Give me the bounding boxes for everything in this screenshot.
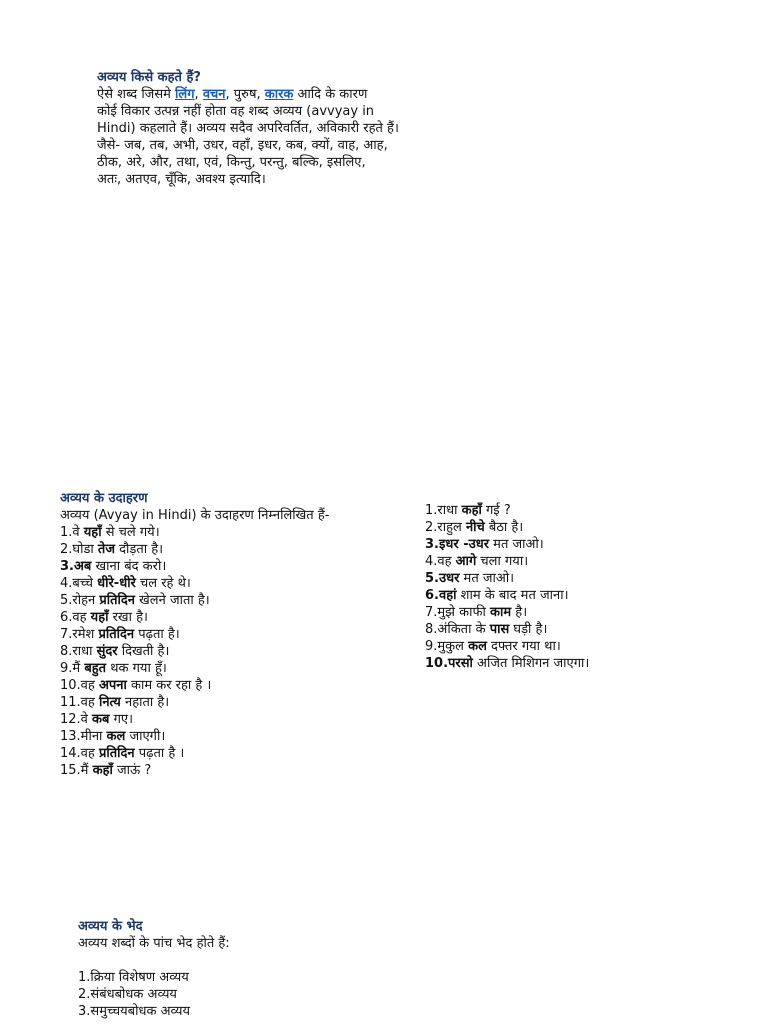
example-keyword: कल <box>468 639 487 654</box>
example-item <box>60 745 329 762</box>
example-text: खाना बंद करो। <box>91 559 167 574</box>
example-text: 6.वह <box>60 610 91 625</box>
example-text: पढ़ता है । <box>134 746 185 761</box>
example-text: 1.राधा <box>425 503 462 518</box>
example-keyword: प्रतिदिन <box>98 627 135 642</box>
type-item: 2.संबंधबोधक अव्यय <box>78 987 177 1002</box>
example-item <box>425 536 589 553</box>
example-text: 1.वे <box>60 525 84 540</box>
example-text: घड़ी है। <box>509 622 548 637</box>
types-intro: अव्यय शब्दों के पांच भेद होते हैं: <box>78 936 230 951</box>
link-vachan[interactable]: वचन <box>202 87 226 102</box>
example-keyword: सुंदर <box>96 644 118 659</box>
example-text: 11.वह <box>60 695 99 710</box>
types-heading: अव्यय के भेद <box>78 919 143 934</box>
example-text: मत जाओ। <box>489 537 544 552</box>
example-text: काम कर रहा है । <box>126 678 212 693</box>
example-item <box>60 592 329 609</box>
example-text: जाएगी। <box>125 729 166 744</box>
example-text: से चले गये। <box>101 525 160 540</box>
example-text: दिखती है। <box>117 644 170 659</box>
types-section <box>78 918 230 1020</box>
example-keyword: आगे <box>455 554 477 569</box>
example-item <box>425 587 589 604</box>
example-item <box>60 660 329 677</box>
example-item <box>425 553 589 570</box>
example-item <box>425 502 589 519</box>
example-text: 8.राधा <box>60 644 97 659</box>
example-keyword: धीरे-धीरे <box>97 576 136 591</box>
example-text: 13.मीना <box>60 729 107 744</box>
example-keyword: पास <box>489 622 510 637</box>
intro-line-3: Hindi) कहलाते हैं। अव्यय सदैव अपरिवर्तित, अविकारी रहते हैं। <box>97 121 399 136</box>
example-item <box>60 575 329 592</box>
intro-line-5: ठीक, अरे, और, तथा, एवं, किन्तु, परन्तु, बल्कि, इसलिए, <box>97 155 366 170</box>
examples-heading: अव्यय के उदाहरण <box>60 491 148 506</box>
example-text: गए। <box>109 712 134 727</box>
intro-heading: अव्यय किसे कहते हैं? <box>97 70 201 85</box>
examples-intro: अव्यय (Avyay in Hindi) के उदाहरण निम्नलिखित हैं- <box>60 508 330 523</box>
example-text: जाऊं ? <box>112 763 152 778</box>
example-item <box>60 762 329 779</box>
examples-list-2 <box>425 502 589 672</box>
intro-line-1 <box>97 86 399 103</box>
example-text: अजित मिशिगन जाएगा। <box>472 656 590 671</box>
example-item <box>425 638 589 655</box>
intro-line-4: जैसे- जब, तब, अभी, उधर, वहाँ, इधर, कब, क्यों, वाह, आह, <box>97 138 388 153</box>
example-item <box>60 524 329 541</box>
example-text: 8.अंकिता के <box>425 622 490 637</box>
example-keyword: कल <box>106 729 126 744</box>
example-text: पढ़ता है। <box>134 627 180 642</box>
example-item <box>60 694 329 711</box>
example-text: चला गया। <box>476 554 529 569</box>
example-item <box>60 626 329 643</box>
example-text: 15.मैं <box>60 763 93 778</box>
example-text: दफ्तर गया था। <box>486 639 561 654</box>
intro-line-6: अतः, अतएव, चूँकि, अवश्य इत्यादि। <box>97 172 266 187</box>
example-text: शाम के बाद मत जाना। <box>456 588 569 603</box>
example-keyword: नित्य <box>98 695 121 710</box>
example-keyword: 5.उधर <box>425 571 460 586</box>
examples-section <box>60 490 329 779</box>
example-text: थक गया हूँ। <box>106 661 167 676</box>
example-keyword: प्रतिदिन <box>99 593 136 608</box>
example-keyword: 3.अब <box>60 559 92 574</box>
intro-text: , पुरुष, <box>225 87 265 102</box>
example-item <box>60 728 329 745</box>
example-keyword: प्रतिदिन <box>98 746 135 761</box>
example-text: 4.बच्चे <box>60 576 98 591</box>
type-item: 3.समुच्चयबोधक अव्यय <box>78 1004 191 1019</box>
example-text: है। <box>511 605 528 620</box>
example-text: नहाता है। <box>120 695 170 710</box>
example-item <box>425 570 589 587</box>
example-keyword: 3.इधर -उधर <box>425 537 490 552</box>
example-item <box>425 604 589 621</box>
example-text: 5.रोहन <box>60 593 100 608</box>
intro-line-2: कोई विकार उत्पन्न नहीं होता वह शब्द अव्यय (avvyay in <box>97 104 375 119</box>
example-keyword: तेज <box>97 542 115 557</box>
example-keyword: नीचे <box>465 520 485 535</box>
example-text: 7.मुझे काफी <box>425 605 491 620</box>
example-keyword: 10.परसो <box>425 656 473 671</box>
example-text: खेलने जाता है। <box>135 593 210 608</box>
example-keyword: यहाँ <box>90 610 109 625</box>
example-item <box>60 643 329 660</box>
type-item: 1.क्रिया विशेषण अव्यय <box>78 970 189 985</box>
example-text: 10.वह <box>60 678 99 693</box>
example-item <box>60 609 329 626</box>
example-item <box>60 677 329 694</box>
example-text: रखा है। <box>108 610 148 625</box>
example-item <box>425 519 589 536</box>
example-text: 9.मैं <box>60 661 85 676</box>
example-keyword: काम <box>490 605 512 620</box>
link-ling[interactable]: लिंग <box>175 87 195 102</box>
example-keyword: अपना <box>98 678 127 693</box>
example-text: चल रहे थे। <box>135 576 191 591</box>
example-text: 14.वह <box>60 746 99 761</box>
link-karak[interactable]: कारक <box>264 87 294 102</box>
example-text: मत जाओ। <box>459 571 515 586</box>
example-text: बैठा है। <box>484 520 524 535</box>
example-text: गई ? <box>481 503 511 518</box>
types-list <box>78 969 230 1020</box>
example-keyword: बहुत <box>84 661 107 676</box>
example-text: 12.वे <box>60 712 93 727</box>
example-item <box>425 621 589 638</box>
example-item <box>60 541 329 558</box>
example-item <box>60 711 329 728</box>
examples-list <box>60 524 329 779</box>
example-keyword: यहाँ <box>83 525 102 540</box>
example-keyword: कहाँ <box>92 763 113 778</box>
example-item <box>425 655 589 672</box>
example-text: दौड़ता है। <box>114 542 164 557</box>
intro-text: आदि के कारण <box>293 87 368 102</box>
example-text: 4.वह <box>425 554 456 569</box>
spacer <box>78 952 230 969</box>
example-text: 2.राहुल <box>425 520 466 535</box>
example-text: 7.रमेश <box>60 627 99 642</box>
example-keyword: कहाँ <box>461 503 482 518</box>
example-item <box>60 558 329 575</box>
example-text: 2.घोडा <box>60 542 98 557</box>
example-keyword: कब <box>92 712 110 727</box>
intro-separator: , <box>194 87 203 102</box>
example-text: 9.मुकुल <box>425 639 469 654</box>
intro-section <box>97 69 399 188</box>
example-keyword: 6.वहां <box>425 588 457 603</box>
intro-text: ऐसे शब्द जिसमे <box>97 87 176 102</box>
